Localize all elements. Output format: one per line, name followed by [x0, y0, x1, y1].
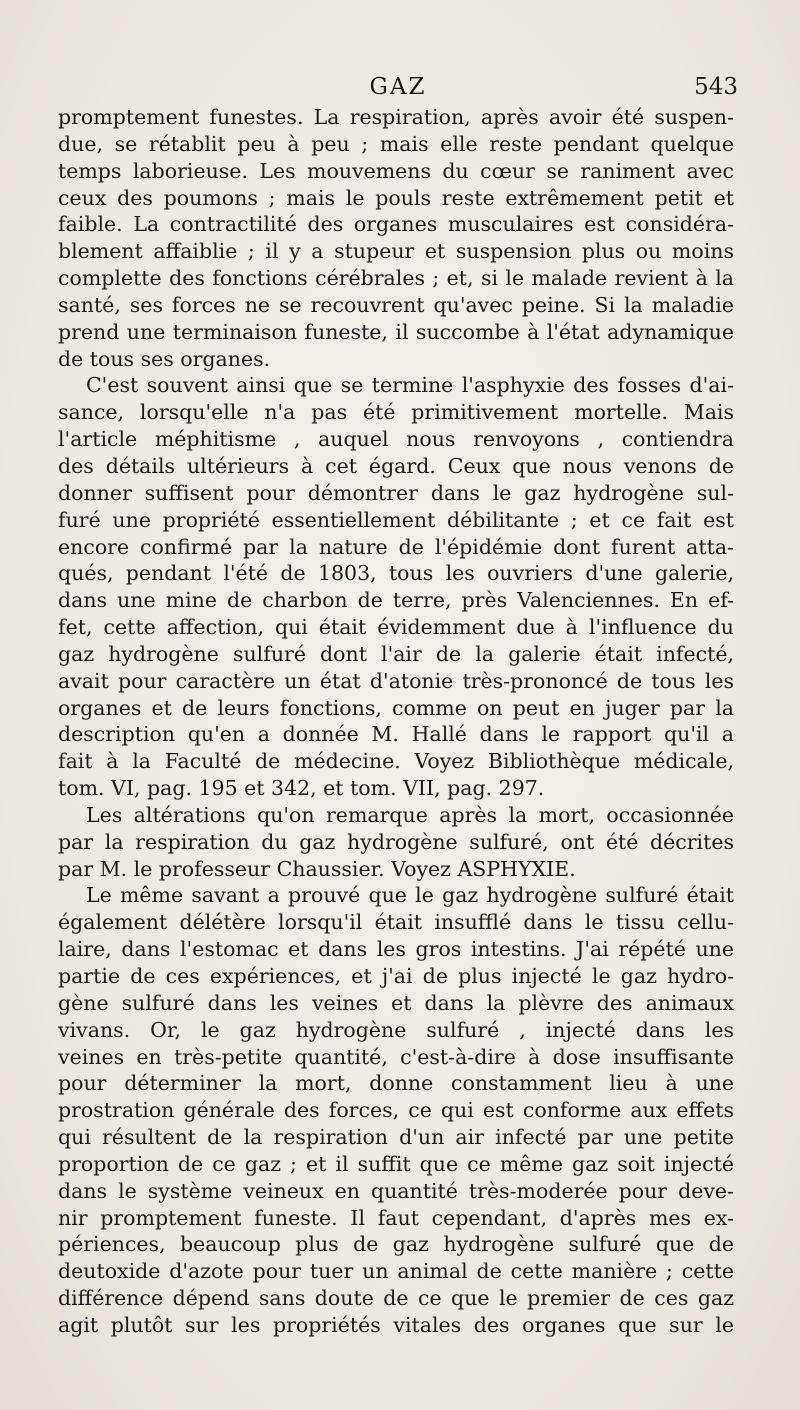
page-header — [58, 72, 738, 106]
text-line: par M. le professeur Chaussier. Voyez ASPHYXIE. — [58, 856, 576, 881]
text-line: gène sulfuré dans les veines et dans la plèvre des animaux — [58, 990, 734, 1015]
text-line: dans une mine de charbon de terre, près Valenciennes. En ef- — [58, 588, 734, 613]
text-line: qués, pendant l'été de 1803, tous les ouvriers d'une galerie, — [58, 561, 734, 586]
text-line: blement affaiblie ; il y a stupeur et suspension plus ou moins — [58, 239, 734, 264]
text-line: dans le système veineux en quantité très-moderée pour deve- — [58, 1178, 734, 1203]
text-line: qui résultent de la respiration d'un air infecté par une petite — [58, 1125, 734, 1150]
text-line: partie de ces expériences, et j'ai de plus injecté le gaz hydro- — [58, 964, 734, 988]
text-line: agit plutôt sur les propriétés vitales des organes que sur le — [58, 1312, 734, 1337]
text-line: fet, cette affection, qui était évidemment due à l'influence du — [58, 615, 734, 640]
text-line: périences, beaucoup plus de gaz hydrogène sulfuré que de — [58, 1232, 734, 1257]
text-line: description qu'en a donnée M. Hallé dans le rapport qu'il a — [58, 722, 734, 747]
text-line: due, se rétablit peu à peu ; mais elle reste pendant quelque — [58, 131, 734, 156]
text-line: complette des fonctions cérébrales ; et, si le malade revient à la — [58, 266, 734, 291]
text-line: Le même savant a prouvé que le gaz hydrogène sulfuré était — [86, 883, 734, 908]
text-line: C'est souvent ainsi que se termine l'asphyxie des fosses d'ai- — [86, 373, 734, 398]
text-line: faible. La contractilité des organes musculaires est considéra- — [58, 212, 734, 237]
text-line: veines en très-petite quantité, c'est-à-dire à dose insuffisante — [58, 1044, 734, 1069]
text-line: pour déterminer la mort, donne constamment lieu à une — [58, 1071, 734, 1096]
text-line: tom. VI, pag. 195 et 342, et tom. VII, pag. 297. — [58, 776, 545, 801]
text-line: ceux des poumons ; mais le pouls reste extrêmement petit et — [58, 185, 734, 210]
text-line: prostration générale des forces, ce qui est conforme aux effets — [58, 1098, 734, 1123]
text-line: fait à la Faculté de médecine. Voyez Bibliothèque médicale, — [58, 749, 734, 774]
text-line: donner suffisent pour démontrer dans le gaz hydrogène sul- — [58, 480, 734, 505]
text-line: santé, ses forces ne se recouvrent qu'avec peine. Si la maladie — [58, 292, 734, 317]
page-number: 543 — [694, 74, 738, 100]
text-line: de tous ses organes. — [58, 346, 271, 371]
text-line: par la respiration du gaz hydrogène sulfuré, ont été décrites — [58, 829, 734, 854]
text-line: promptement funestes. La respiration, après avoir été suspen- — [58, 105, 734, 129]
text-line: Les altérations qu'on remarque après la mort, occasionnée — [86, 802, 734, 827]
text-line: laire, dans l'estomac et dans les gros intestins. J'ai répété une — [58, 937, 734, 962]
text-line: des détails ultérieurs à cet égard. Ceux que nous venons de — [58, 453, 734, 478]
running-title: GAZ — [369, 74, 427, 100]
text-line: avait pour caractère un état d'atonie très-prononcé de tous les — [58, 668, 734, 693]
text-line: prend une terminaison funeste, il succombe à l'état adynamique — [58, 319, 734, 344]
text-line: différence dépend sans doute de ce que le premier de ces gaz — [58, 1286, 734, 1311]
text-line: proportion de ce gaz ; et il suffit que ce même gaz soit injecté — [58, 1151, 734, 1176]
text-line: encore confirmé par la nature de l'épidémie dont furent atta- — [58, 534, 734, 559]
text-line: également délétère lorsqu'il était insufflé dans le tissu cellu- — [58, 910, 734, 935]
text-line: gaz hydrogène sulfuré dont l'air de la galerie était infecté, — [58, 641, 734, 666]
text-line: nir promptement funeste. Il faut cependant, d'après mes ex- — [58, 1205, 734, 1230]
text-line: organes et de leurs fonctions, comme on peut en juger par la — [58, 695, 734, 720]
text-line: temps laborieuse. Les mouvemens du cœur se raniment avec — [58, 158, 734, 183]
text-line: l'article méphitisme , auquel nous renvoyons , contiendra — [58, 427, 734, 452]
text-line: furé une propriété essentiellement débilitante ; et ce fait est — [58, 507, 734, 532]
body-text — [58, 104, 734, 1339]
text-line: deutoxide d'azote pour tuer un animal de cette manière ; cette — [58, 1259, 734, 1284]
text-line: vivans. Or, le gaz hydrogène sulfuré , injecté dans les — [58, 1017, 734, 1042]
text-line: sance, lorsqu'elle n'a pas été primitivement mortelle. Mais — [58, 400, 734, 425]
